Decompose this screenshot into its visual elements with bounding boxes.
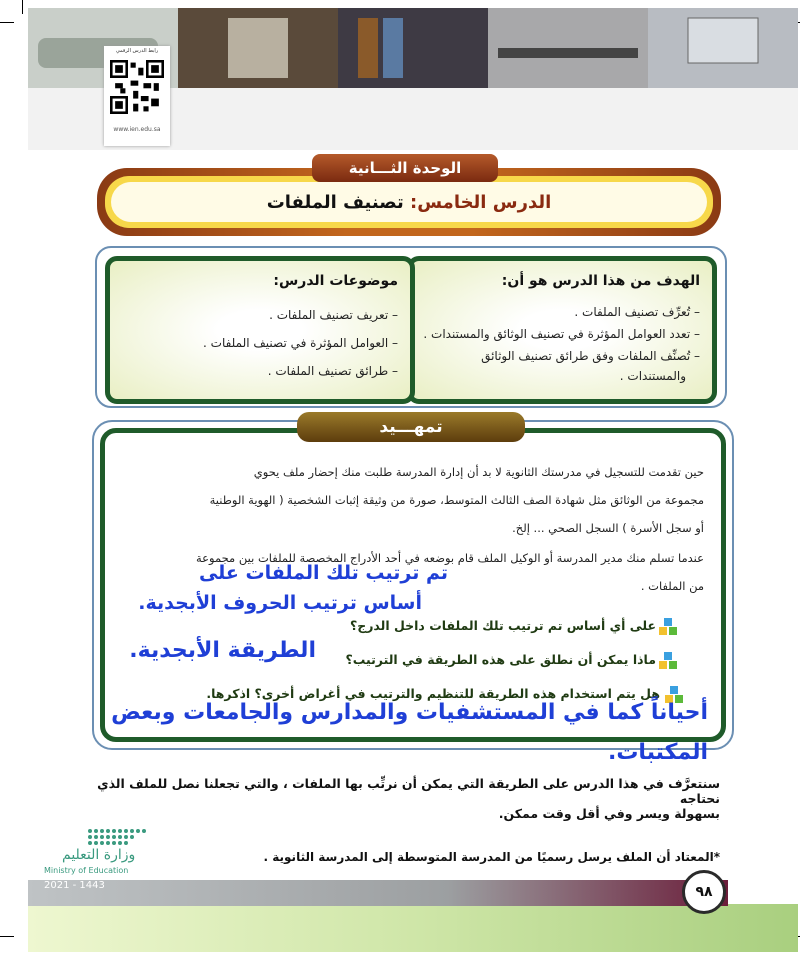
closing-line: بسهولة ويسر وفي أقل وقت ممكن. [498,806,720,821]
intro-tab: تمهـــيد [297,412,525,442]
question: ماذا يمكن أن نطلق على هذه الطريقة في الترتيب؟ [345,652,656,667]
answer-text: المكتبات. [607,740,708,765]
edition-year: 2021 - 1443 [44,880,105,891]
objectives-box [407,256,717,404]
intro-line: حين تقدمت للتسجيل في مدرستك الثانوية لا بد أن إدارة المدرسة طلبت منك إحضار ملف يحوي [253,465,704,479]
intro-line: من الملفات . [640,579,704,593]
topics-list [120,301,398,385]
answer-text: تم ترتيب تلك الملفات على [198,562,448,584]
list-item: – تُصنِّف الملفات وفق طرائق تصنيف الوثائق [481,349,700,363]
ministry-name-en: Ministry of Education [44,866,129,875]
qr-code-card[interactable] [104,46,170,146]
cubes-icon [658,652,678,670]
lesson-title-inner [105,176,713,228]
footer-band [28,904,798,952]
cubes-icon [658,618,678,636]
ministry-name-ar: وزارة التعليم [62,847,136,863]
unit-label: الوحدة الثـــانية [312,154,498,182]
crop-mark [0,22,14,23]
question: هل يتم استخدام هذه الطريقة للتنظيم والترتيب في أغراض أخرى؟ اذكرها. [206,686,660,701]
topics-box [105,256,415,404]
question: على أي أساس تم ترتيب تلك الملفات داخل الدرج؟ [349,618,656,633]
lesson-prefix: الدرس الخامس: [410,192,552,213]
footnote: *المعتاد أن الملف يرسل رسميًا من المدرسة المتوسطة إلى المدرسة الثانوية . [263,850,720,864]
list-item: – تعريف تصنيف الملفات . [269,308,398,322]
crop-mark [22,0,23,14]
objectives-list [422,301,700,385]
answer-text: الطريقة الأبجدية. [129,638,316,663]
answer-text: أساس ترتيب الحروف الأبجدية. [138,592,422,614]
lesson-title [111,192,707,213]
list-item: – تُعرِّف تصنيف الملفات . [574,305,700,319]
qr-code-icon [110,60,164,114]
answer-text: أحياناً كما في المستشفيات والمدارس والجامعات وبعض [111,700,708,725]
list-item: – العوامل المؤثرة في تصنيف الملفات . [203,336,398,350]
list-item: – تعدد العوامل المؤثرة في تصنيف الوثائق والمستندات . [423,327,700,341]
footer-bar [28,880,728,906]
topics-title: موضوعات الدرس: [273,273,398,289]
intro-line: أو سجل الأسرة ) السجل الصحي ... إلخ. [512,521,704,535]
qr-caption: رابط الدرس الرقمي [115,48,159,54]
list-item: – طرائق تصنيف الملفات . [267,364,398,378]
objectives-topics-panel [95,246,727,408]
intro-line: مجموعة من الوثائق مثل شهادة الصف الثالث المتوسط، صورة من وثيقة إثبات الشخصية ( الهوية الوطنية [209,493,704,507]
page-number: ٩٨ [682,870,726,914]
closing-line: سنتعرَّف في هذا الدرس على الطريقة التي يمكن أن نرتِّب بها الملفات ، والتي تجعلنا نصل للملف الذي نحتاجه [97,776,720,806]
lesson-title-band [111,182,707,222]
crop-mark [0,936,14,937]
objectives-title: الهدف من هذا الدرس هو أن: [501,273,700,289]
qr-url[interactable]: www.ien.edu.sa [113,126,161,133]
intro-line: عندما تسلم منك مدير المدرسة أو الوكيل الملف قام بوضعه في أحد الأدراج المخصصة للملفات بين مجموعة [196,551,704,565]
list-item: والمستندات . [619,369,686,383]
lesson-name: تصنيف الملفات [266,192,404,213]
